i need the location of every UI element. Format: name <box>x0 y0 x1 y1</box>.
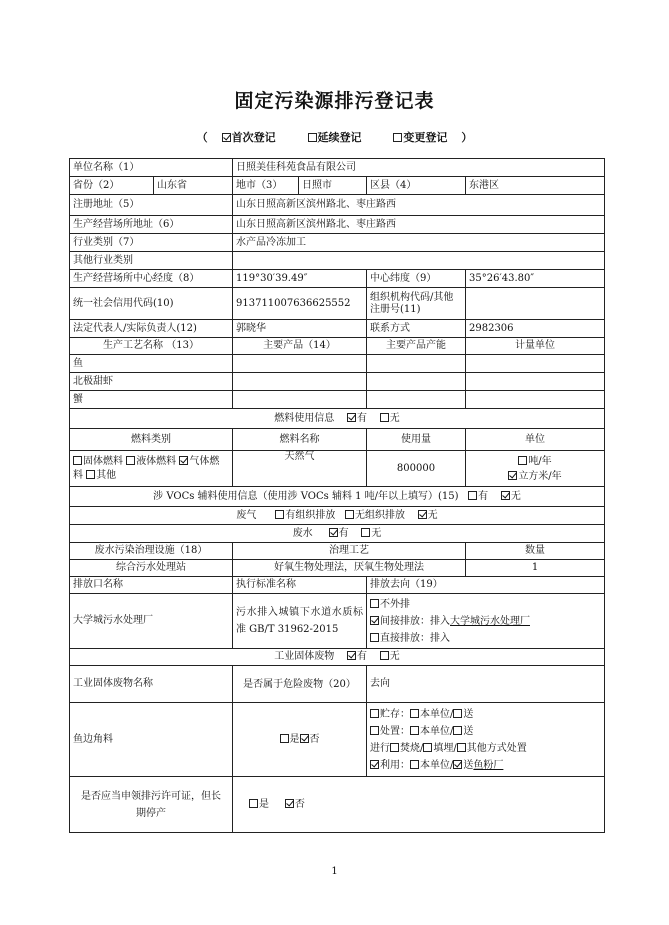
vocs-cell <box>70 487 605 507</box>
row-credit-code <box>70 288 605 320</box>
permit-no-checkbox[interactable] <box>285 799 294 808</box>
production-row <box>70 391 605 409</box>
vocs-yes-checkbox[interactable] <box>468 491 477 500</box>
solid-no-label: 无 <box>389 651 400 662</box>
representative-label: 法定代表人/实际负责人(12) <box>70 320 233 338</box>
permit-yes-label: 是 <box>259 798 269 810</box>
page-number: 1 <box>331 866 338 877</box>
waste-water-label: 废水 <box>292 527 313 539</box>
liquid-fuel-checkbox[interactable] <box>126 456 135 465</box>
row-industry <box>70 234 605 252</box>
solid-fuel-label: 固体燃料 <box>83 455 123 467</box>
hazard-header: 是否属于危险废物（20） <box>233 666 367 703</box>
dispose-send-checkbox[interactable] <box>453 726 462 735</box>
outlet-name-header: 排放口名称 <box>70 577 233 594</box>
solid-no-checkbox[interactable] <box>380 651 389 660</box>
dispose-send-label: 送 <box>463 725 474 737</box>
no-discharge-checkbox[interactable] <box>370 599 379 608</box>
water-no-label: 无 <box>371 527 382 539</box>
fuel-type-header: 燃料类别 <box>70 429 233 451</box>
waste-water-row <box>70 525 605 543</box>
solid-fuel-checkbox[interactable] <box>73 456 82 465</box>
water-yes-label: 有 <box>338 527 349 539</box>
water-process-header: 治理工艺 <box>233 543 466 560</box>
organized-emission-checkbox[interactable] <box>275 510 284 519</box>
latitude-value[interactable]: 35°26′43.80″ <box>466 270 605 288</box>
discharge-destination-header: 排放去向（19） <box>367 577 605 594</box>
solid-dest-options <box>367 703 605 777</box>
row-other-industry <box>70 252 605 270</box>
fuel-amount-value[interactable]: 800000 <box>367 451 466 487</box>
fuel-yes-label: 有 <box>357 412 367 424</box>
fuel-no-checkbox[interactable] <box>380 413 389 422</box>
organized-emission-label: 有组织排放 <box>285 509 336 521</box>
province-value[interactable]: 山东省 <box>154 177 233 195</box>
production-row <box>70 373 605 391</box>
row-unit-name <box>70 159 605 177</box>
indirect-discharge-label: 间接排放：排入 <box>380 615 450 627</box>
credit-code-value[interactable]: 913711007636625552 <box>233 288 367 320</box>
use-self-label: 本单位/ <box>420 759 454 771</box>
province-label: 省份（2） <box>70 177 154 195</box>
solid-name-value[interactable]: 鱼边角料 <box>70 703 233 777</box>
use-target-value[interactable]: 鱼粉厂 <box>473 759 504 771</box>
storage-send-checkbox[interactable] <box>453 709 462 718</box>
org-code-label: 组织机构代码/其他注册号(11) <box>367 288 466 320</box>
water-qty-header: 数量 <box>466 543 605 560</box>
renewal-registration-checkbox[interactable] <box>308 133 317 142</box>
water-facility-row <box>70 560 605 577</box>
fuel-value-row <box>70 451 605 487</box>
use-send-label: 送 <box>463 759 474 771</box>
fuel-yes-checkbox[interactable] <box>347 413 356 422</box>
solid-waste-cell <box>70 649 605 666</box>
solid-value-row <box>70 703 605 777</box>
no-gas-emission-checkbox[interactable] <box>418 510 427 519</box>
other-fuel-checkbox[interactable] <box>86 470 95 479</box>
storage-label: 贮存： <box>380 708 410 720</box>
measure-unit-cell[interactable] <box>466 391 605 409</box>
representative-value[interactable]: 郭晓华 <box>233 320 367 338</box>
vocs-row <box>70 487 605 507</box>
industry-label: 行业类别（7） <box>70 234 233 252</box>
dispose-self-label: 本单位/ <box>420 725 454 737</box>
solid-waste-label: 工业固体废物 <box>274 651 335 662</box>
dispose-self-checkbox[interactable] <box>410 726 419 735</box>
unorganized-emission-checkbox[interactable] <box>345 510 354 519</box>
main-product-cell[interactable] <box>233 373 367 391</box>
no-discharge-label: 不外排 <box>380 598 410 610</box>
county-value[interactable]: 东港区 <box>466 177 605 195</box>
fuel-info-cell <box>70 409 605 429</box>
fuel-type-options <box>70 451 233 487</box>
city-label: 地市（3） <box>233 177 299 195</box>
first-registration-checkbox[interactable] <box>222 133 231 142</box>
unit-name-value[interactable]: 日照美佳科苑食品有限公司 <box>233 159 605 177</box>
county-label: 区县（4） <box>367 177 466 195</box>
waste-gas-cell <box>70 507 605 525</box>
solid-yes-checkbox[interactable] <box>347 651 356 660</box>
waste-gas-row <box>70 507 605 525</box>
fuel-unit-options <box>466 451 605 487</box>
hazard-no-checkbox[interactable] <box>300 734 309 743</box>
outlet-name-value[interactable]: 大学城污水处理厂 <box>70 594 233 649</box>
main-product-cell[interactable] <box>233 391 367 409</box>
permit-no-label: 否 <box>294 798 305 810</box>
renewal-registration-label: 延续登记 <box>317 131 362 144</box>
water-yes-checkbox[interactable] <box>329 528 338 537</box>
fuel-name-value[interactable]: 天然气 <box>233 451 367 487</box>
vocs-no-checkbox[interactable] <box>501 491 510 500</box>
fuel-no-label: 无 <box>389 412 400 424</box>
unorganized-emission-label: 无组织排放 <box>354 509 405 521</box>
production-row <box>70 355 605 373</box>
unit-header: 计量单位 <box>466 338 605 355</box>
row-reg-address <box>70 195 605 216</box>
use-send-checkbox[interactable] <box>453 760 462 769</box>
storage-self-label: 本单位/ <box>420 708 454 720</box>
water-facility-value[interactable]: 综合污水处理站 <box>70 560 233 577</box>
production-process-cell[interactable]: 鱼 <box>70 355 233 373</box>
longitude-label: 生产经营场所中心经度（8） <box>70 270 233 288</box>
industry-value[interactable]: 水产品冷冻加工 <box>233 234 605 252</box>
fuel-header-row <box>70 429 605 451</box>
vocs-label: 涉 VOCs 辅料使用信息（使用涉 VOCs 辅料 1 吨/年以上填写）(15) <box>153 490 459 502</box>
reg-address-label: 注册地址（5） <box>70 195 233 216</box>
first-registration-label: 首次登记 <box>231 131 276 144</box>
ton-per-year-checkbox[interactable] <box>518 456 527 465</box>
other-industry-label: 其他行业类别 <box>70 252 233 270</box>
other-fuel-label: 其他 <box>96 469 117 481</box>
measure-unit-cell[interactable] <box>466 373 605 391</box>
use-checkbox[interactable] <box>370 760 379 769</box>
city-value[interactable]: 日照市 <box>299 177 367 195</box>
row-op-address <box>70 216 605 234</box>
solid-dest-header: 去向 <box>367 666 605 703</box>
vocs-yes-label: 有 <box>478 490 489 502</box>
indirect-discharge-target[interactable]: 大学城污水处理厂 <box>450 615 530 627</box>
main-product-header: 主要产品（14） <box>233 338 367 355</box>
solid-waste-row <box>70 649 605 666</box>
fuel-unit-header: 单位 <box>466 429 605 451</box>
capacity-header: 主要产品产能 <box>367 338 466 355</box>
fuel-info-label: 燃料使用信息 <box>274 412 335 424</box>
burn-label: 焚烧/ <box>400 742 424 754</box>
capacity-cell[interactable] <box>367 355 466 373</box>
dispose-checkbox[interactable] <box>370 726 379 735</box>
water-qty-value[interactable]: 1 <box>466 560 605 577</box>
dispose-label: 处置： <box>380 725 410 737</box>
unit-name-label: 单位名称（1） <box>70 159 233 177</box>
measure-unit-cell[interactable] <box>466 355 605 373</box>
org-code-value[interactable] <box>466 288 605 320</box>
burn-checkbox[interactable] <box>390 743 399 752</box>
storage-send-label: 送 <box>463 708 474 720</box>
method-prefix-label: 进行 <box>370 742 390 754</box>
solid-yes-label: 有 <box>357 651 367 662</box>
storage-self-checkbox[interactable] <box>410 709 419 718</box>
capacity-cell[interactable] <box>367 391 466 409</box>
production-process-cell[interactable]: 北极甜虾 <box>70 373 233 391</box>
cubic-meter-per-year-label: 立方米/年 <box>518 470 562 482</box>
landfill-label: 填埋/ <box>433 742 457 754</box>
production-header-row <box>70 338 605 355</box>
indirect-discharge-checkbox[interactable] <box>370 616 379 625</box>
contact-label: 联系方式 <box>367 320 466 338</box>
other-method-checkbox[interactable] <box>457 743 466 752</box>
credit-code-label: 统一社会信用代码(10) <box>70 288 233 320</box>
page-title: 固定污染源排污登记表 <box>234 90 435 112</box>
longitude-value[interactable]: 119°30′39.49″ <box>233 270 367 288</box>
latitude-label: 中心纬度（9） <box>367 270 466 288</box>
waste-gas-label: 废气 <box>236 509 257 521</box>
water-facility-header-row <box>70 543 605 560</box>
water-outlet-row <box>70 594 605 649</box>
reg-address-value[interactable]: 山东日照高新区滨州路北、枣庄路西 <box>233 195 605 216</box>
hazard-yes-checkbox[interactable] <box>280 734 289 743</box>
registration-type-options: （ 首次登记 延续登记 变更登记 ） <box>196 131 473 144</box>
change-registration-label: 变更登记 <box>403 131 448 144</box>
registration-form-table <box>69 158 605 833</box>
waste-water-cell <box>70 525 605 543</box>
no-gas-emission-label: 无 <box>427 509 438 521</box>
use-label: 利用： <box>380 759 410 771</box>
gas-fuel-checkbox[interactable] <box>179 456 188 465</box>
hazard-options <box>233 703 367 777</box>
main-product-cell[interactable] <box>233 355 367 373</box>
standard-header: 执行标准名称 <box>233 577 367 594</box>
ton-per-year-label: 吨/年 <box>528 455 552 467</box>
fuel-amount-header: 使用量 <box>367 429 466 451</box>
contact-value[interactable]: 2982306 <box>466 320 605 338</box>
landfill-checkbox[interactable] <box>423 743 432 752</box>
gas-fuel-label: 气体燃料 <box>73 455 220 481</box>
direct-discharge-checkbox[interactable] <box>370 633 379 642</box>
production-process-header: 生产工艺名称 （13） <box>70 338 233 355</box>
permit-options <box>233 777 605 833</box>
hazard-no-label: 否 <box>309 733 320 745</box>
op-address-label: 生产经营场所地址（6） <box>70 216 233 234</box>
liquid-fuel-label: 液体燃料 <box>136 455 177 467</box>
row-representative <box>70 320 605 338</box>
permit-question: 是否应当申领排污许可证，但长期停产 <box>70 777 233 833</box>
permit-row <box>70 777 605 833</box>
cubic-meter-per-year-checkbox[interactable] <box>508 471 517 480</box>
standard-value[interactable]: 污水排入城镇下水道水质标准 GB/T 31962-2015 <box>233 594 367 649</box>
change-registration-checkbox[interactable] <box>393 133 402 142</box>
op-address-value[interactable]: 山东日照高新区滨州路北、枣庄路西 <box>233 216 605 234</box>
other-industry-value[interactable] <box>233 252 605 270</box>
production-process-cell[interactable]: 蟹 <box>70 391 233 409</box>
row-location <box>70 177 605 195</box>
capacity-cell[interactable] <box>367 373 466 391</box>
storage-checkbox[interactable] <box>370 709 379 718</box>
hazard-yes-label: 是 <box>289 733 300 745</box>
use-self-checkbox[interactable] <box>410 760 419 769</box>
solid-header-row <box>70 666 605 703</box>
vocs-no-label: 无 <box>510 490 521 502</box>
permit-yes-checkbox[interactable] <box>249 799 258 808</box>
water-facility-header: 废水污染治理设施（18） <box>70 543 233 560</box>
other-method-label: 其他方式处置 <box>466 742 527 754</box>
direct-discharge-label: 直接排放：排入 <box>380 632 450 644</box>
water-outlet-header-row <box>70 577 605 594</box>
fuel-info-row <box>70 409 605 429</box>
water-process-value[interactable]: 好氧生物处理法，厌氧生物处理法 <box>233 560 466 577</box>
fuel-name-header: 燃料名称 <box>233 429 367 451</box>
discharge-destination-options <box>367 594 605 649</box>
water-no-checkbox[interactable] <box>361 528 370 537</box>
solid-name-header: 工业固体废物名称 <box>70 666 233 703</box>
row-coordinates <box>70 270 605 288</box>
